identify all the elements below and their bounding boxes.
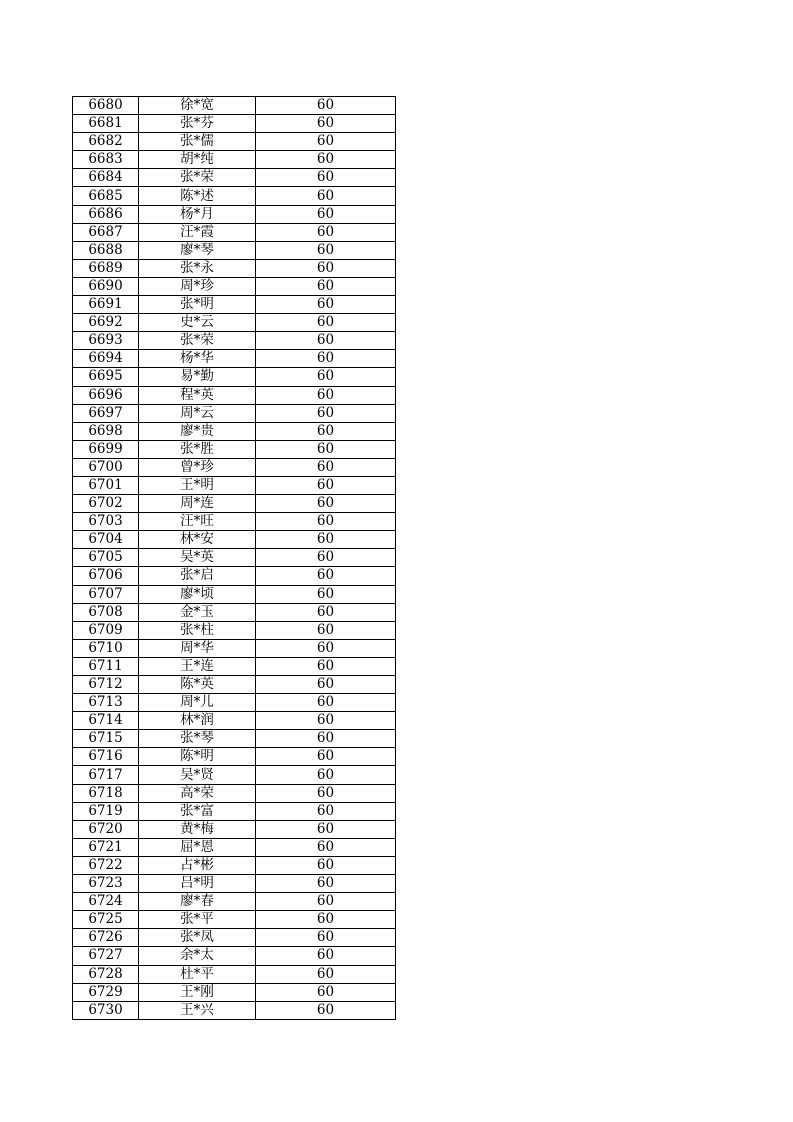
table-row bbox=[73, 350, 396, 368]
row-amount-cell: 60 bbox=[256, 549, 396, 567]
row-id-cell: 6697 bbox=[73, 404, 139, 422]
row-amount-cell: 60 bbox=[256, 513, 396, 531]
table-row bbox=[73, 368, 396, 386]
row-id-cell: 6716 bbox=[73, 748, 139, 766]
table-row bbox=[73, 911, 396, 929]
row-amount-cell: 60 bbox=[256, 440, 396, 458]
row-name-cell: 陈*英 bbox=[139, 676, 256, 694]
row-id-cell: 6688 bbox=[73, 241, 139, 259]
row-amount-cell: 60 bbox=[256, 802, 396, 820]
row-name-cell: 史*云 bbox=[139, 314, 256, 332]
table-row bbox=[73, 947, 396, 965]
table-row bbox=[73, 97, 396, 115]
row-id-cell: 6709 bbox=[73, 621, 139, 639]
row-name-cell: 张*柱 bbox=[139, 621, 256, 639]
table-row bbox=[73, 929, 396, 947]
row-amount-cell: 60 bbox=[256, 332, 396, 350]
table-row bbox=[73, 386, 396, 404]
row-id-cell: 6728 bbox=[73, 965, 139, 983]
table-row bbox=[73, 241, 396, 259]
row-amount-cell: 60 bbox=[256, 694, 396, 712]
row-id-cell: 6718 bbox=[73, 784, 139, 802]
row-name-cell: 吴*贤 bbox=[139, 766, 256, 784]
row-name-cell: 杨*月 bbox=[139, 205, 256, 223]
row-name-cell: 高*荣 bbox=[139, 784, 256, 802]
table-row bbox=[73, 458, 396, 476]
row-amount-cell: 60 bbox=[256, 856, 396, 874]
row-amount-cell: 60 bbox=[256, 875, 396, 893]
row-amount-cell: 60 bbox=[256, 187, 396, 205]
table-row bbox=[73, 151, 396, 169]
row-name-cell: 王*兴 bbox=[139, 1001, 256, 1019]
table-row bbox=[73, 694, 396, 712]
row-amount-cell: 60 bbox=[256, 567, 396, 585]
row-id-cell: 6691 bbox=[73, 296, 139, 314]
table-row bbox=[73, 983, 396, 1001]
row-name-cell: 张*荣 bbox=[139, 169, 256, 187]
row-name-cell: 陈*述 bbox=[139, 187, 256, 205]
row-name-cell: 张*永 bbox=[139, 259, 256, 277]
row-name-cell: 张*凤 bbox=[139, 929, 256, 947]
row-amount-cell: 60 bbox=[256, 929, 396, 947]
row-amount-cell: 60 bbox=[256, 350, 396, 368]
row-name-cell: 廖*贵 bbox=[139, 422, 256, 440]
row-name-cell: 张*明 bbox=[139, 296, 256, 314]
table-row bbox=[73, 277, 396, 295]
row-id-cell: 6721 bbox=[73, 838, 139, 856]
table-row bbox=[73, 820, 396, 838]
table-row bbox=[73, 169, 396, 187]
row-name-cell: 周*连 bbox=[139, 495, 256, 513]
table-row bbox=[73, 1001, 396, 1019]
row-amount-cell: 60 bbox=[256, 983, 396, 1001]
row-name-cell: 吕*明 bbox=[139, 875, 256, 893]
row-name-cell: 胡*纯 bbox=[139, 151, 256, 169]
row-amount-cell: 60 bbox=[256, 476, 396, 494]
table-row bbox=[73, 531, 396, 549]
table-row bbox=[73, 875, 396, 893]
table-row bbox=[73, 893, 396, 911]
row-amount-cell: 60 bbox=[256, 97, 396, 115]
row-amount-cell: 60 bbox=[256, 169, 396, 187]
row-id-cell: 6696 bbox=[73, 386, 139, 404]
row-amount-cell: 60 bbox=[256, 1001, 396, 1019]
row-id-cell: 6726 bbox=[73, 929, 139, 947]
row-name-cell: 王*明 bbox=[139, 476, 256, 494]
row-id-cell: 6680 bbox=[73, 97, 139, 115]
row-name-cell: 张*胜 bbox=[139, 440, 256, 458]
row-id-cell: 6704 bbox=[73, 531, 139, 549]
row-amount-cell: 60 bbox=[256, 531, 396, 549]
table-row bbox=[73, 567, 396, 585]
table-row bbox=[73, 422, 396, 440]
row-id-cell: 6683 bbox=[73, 151, 139, 169]
row-id-cell: 6710 bbox=[73, 639, 139, 657]
table-row bbox=[73, 676, 396, 694]
row-name-cell: 周*云 bbox=[139, 404, 256, 422]
table-row bbox=[73, 115, 396, 133]
row-name-cell: 张*启 bbox=[139, 567, 256, 585]
table-row bbox=[73, 639, 396, 657]
table-row bbox=[73, 223, 396, 241]
row-name-cell: 周*华 bbox=[139, 639, 256, 657]
row-amount-cell: 60 bbox=[256, 422, 396, 440]
row-name-cell: 汪*旺 bbox=[139, 513, 256, 531]
table-row bbox=[73, 965, 396, 983]
row-name-cell: 汪*霞 bbox=[139, 223, 256, 241]
row-name-cell: 廖*顷 bbox=[139, 585, 256, 603]
row-name-cell: 张*芬 bbox=[139, 115, 256, 133]
table-row bbox=[73, 259, 396, 277]
row-id-cell: 6724 bbox=[73, 893, 139, 911]
row-id-cell: 6699 bbox=[73, 440, 139, 458]
row-id-cell: 6700 bbox=[73, 458, 139, 476]
row-amount-cell: 60 bbox=[256, 603, 396, 621]
table-row bbox=[73, 513, 396, 531]
table-row bbox=[73, 476, 396, 494]
row-amount-cell: 60 bbox=[256, 133, 396, 151]
row-amount-cell: 60 bbox=[256, 820, 396, 838]
row-amount-cell: 60 bbox=[256, 495, 396, 513]
table-row bbox=[73, 621, 396, 639]
row-amount-cell: 60 bbox=[256, 115, 396, 133]
row-id-cell: 6722 bbox=[73, 856, 139, 874]
row-name-cell: 廖*春 bbox=[139, 893, 256, 911]
row-amount-cell: 60 bbox=[256, 259, 396, 277]
row-id-cell: 6715 bbox=[73, 730, 139, 748]
row-id-cell: 6711 bbox=[73, 657, 139, 675]
table-row bbox=[73, 712, 396, 730]
row-amount-cell: 60 bbox=[256, 730, 396, 748]
row-id-cell: 6682 bbox=[73, 133, 139, 151]
table-row bbox=[73, 802, 396, 820]
row-name-cell: 杨*华 bbox=[139, 350, 256, 368]
table-row bbox=[73, 205, 396, 223]
row-id-cell: 6681 bbox=[73, 115, 139, 133]
row-id-cell: 6713 bbox=[73, 694, 139, 712]
row-amount-cell: 60 bbox=[256, 404, 396, 422]
row-amount-cell: 60 bbox=[256, 386, 396, 404]
row-name-cell: 王*连 bbox=[139, 657, 256, 675]
row-name-cell: 张*儒 bbox=[139, 133, 256, 151]
table-row bbox=[73, 603, 396, 621]
row-name-cell: 王*刚 bbox=[139, 983, 256, 1001]
row-id-cell: 6727 bbox=[73, 947, 139, 965]
row-name-cell: 林*润 bbox=[139, 712, 256, 730]
row-name-cell: 周*儿 bbox=[139, 694, 256, 712]
row-amount-cell: 60 bbox=[256, 838, 396, 856]
row-name-cell: 廖*琴 bbox=[139, 241, 256, 259]
row-amount-cell: 60 bbox=[256, 657, 396, 675]
row-name-cell: 金*玉 bbox=[139, 603, 256, 621]
table-row bbox=[73, 404, 396, 422]
table-row bbox=[73, 440, 396, 458]
table-row bbox=[73, 549, 396, 567]
row-id-cell: 6720 bbox=[73, 820, 139, 838]
row-name-cell: 易*勤 bbox=[139, 368, 256, 386]
row-amount-cell: 60 bbox=[256, 458, 396, 476]
table-row bbox=[73, 332, 396, 350]
row-name-cell: 黄*梅 bbox=[139, 820, 256, 838]
row-name-cell: 林*安 bbox=[139, 531, 256, 549]
row-id-cell: 6698 bbox=[73, 422, 139, 440]
row-amount-cell: 60 bbox=[256, 223, 396, 241]
row-amount-cell: 60 bbox=[256, 712, 396, 730]
row-amount-cell: 60 bbox=[256, 676, 396, 694]
row-name-cell: 程*英 bbox=[139, 386, 256, 404]
table-row bbox=[73, 495, 396, 513]
row-amount-cell: 60 bbox=[256, 947, 396, 965]
row-id-cell: 6712 bbox=[73, 676, 139, 694]
row-amount-cell: 60 bbox=[256, 784, 396, 802]
row-amount-cell: 60 bbox=[256, 965, 396, 983]
row-id-cell: 6717 bbox=[73, 766, 139, 784]
row-id-cell: 6708 bbox=[73, 603, 139, 621]
row-id-cell: 6707 bbox=[73, 585, 139, 603]
row-name-cell: 屈*恩 bbox=[139, 838, 256, 856]
table-row bbox=[73, 133, 396, 151]
row-name-cell: 陈*明 bbox=[139, 748, 256, 766]
row-id-cell: 6705 bbox=[73, 549, 139, 567]
row-name-cell: 周*珍 bbox=[139, 277, 256, 295]
row-amount-cell: 60 bbox=[256, 639, 396, 657]
row-amount-cell: 60 bbox=[256, 205, 396, 223]
row-id-cell: 6730 bbox=[73, 1001, 139, 1019]
row-amount-cell: 60 bbox=[256, 277, 396, 295]
row-id-cell: 6714 bbox=[73, 712, 139, 730]
row-id-cell: 6706 bbox=[73, 567, 139, 585]
table-row bbox=[73, 187, 396, 205]
row-amount-cell: 60 bbox=[256, 368, 396, 386]
table-row bbox=[73, 838, 396, 856]
row-id-cell: 6723 bbox=[73, 875, 139, 893]
row-id-cell: 6692 bbox=[73, 314, 139, 332]
table-row bbox=[73, 748, 396, 766]
table-row bbox=[73, 296, 396, 314]
row-id-cell: 6689 bbox=[73, 259, 139, 277]
row-name-cell: 徐*宽 bbox=[139, 97, 256, 115]
row-amount-cell: 60 bbox=[256, 893, 396, 911]
row-amount-cell: 60 bbox=[256, 621, 396, 639]
row-name-cell: 张*平 bbox=[139, 911, 256, 929]
row-name-cell: 曾*珍 bbox=[139, 458, 256, 476]
row-id-cell: 6693 bbox=[73, 332, 139, 350]
row-amount-cell: 60 bbox=[256, 151, 396, 169]
row-amount-cell: 60 bbox=[256, 241, 396, 259]
table-row bbox=[73, 856, 396, 874]
table-row bbox=[73, 657, 396, 675]
table-row bbox=[73, 784, 396, 802]
table-row bbox=[73, 585, 396, 603]
data-table bbox=[72, 96, 396, 1020]
row-id-cell: 6725 bbox=[73, 911, 139, 929]
row-id-cell: 6685 bbox=[73, 187, 139, 205]
row-id-cell: 6684 bbox=[73, 169, 139, 187]
table-row bbox=[73, 314, 396, 332]
row-name-cell: 吴*英 bbox=[139, 549, 256, 567]
row-id-cell: 6690 bbox=[73, 277, 139, 295]
row-name-cell: 占*彬 bbox=[139, 856, 256, 874]
row-amount-cell: 60 bbox=[256, 585, 396, 603]
row-amount-cell: 60 bbox=[256, 748, 396, 766]
row-name-cell: 余*太 bbox=[139, 947, 256, 965]
row-amount-cell: 60 bbox=[256, 314, 396, 332]
row-amount-cell: 60 bbox=[256, 766, 396, 784]
row-name-cell: 杜*平 bbox=[139, 965, 256, 983]
row-id-cell: 6719 bbox=[73, 802, 139, 820]
row-name-cell: 张*富 bbox=[139, 802, 256, 820]
row-id-cell: 6702 bbox=[73, 495, 139, 513]
row-amount-cell: 60 bbox=[256, 296, 396, 314]
row-id-cell: 6687 bbox=[73, 223, 139, 241]
row-id-cell: 6694 bbox=[73, 350, 139, 368]
table-body bbox=[73, 97, 396, 1020]
row-name-cell: 张*琴 bbox=[139, 730, 256, 748]
row-id-cell: 6701 bbox=[73, 476, 139, 494]
row-id-cell: 6695 bbox=[73, 368, 139, 386]
row-id-cell: 6729 bbox=[73, 983, 139, 1001]
row-name-cell: 张*荣 bbox=[139, 332, 256, 350]
table-row bbox=[73, 730, 396, 748]
row-id-cell: 6686 bbox=[73, 205, 139, 223]
table-row bbox=[73, 766, 396, 784]
row-amount-cell: 60 bbox=[256, 911, 396, 929]
row-id-cell: 6703 bbox=[73, 513, 139, 531]
